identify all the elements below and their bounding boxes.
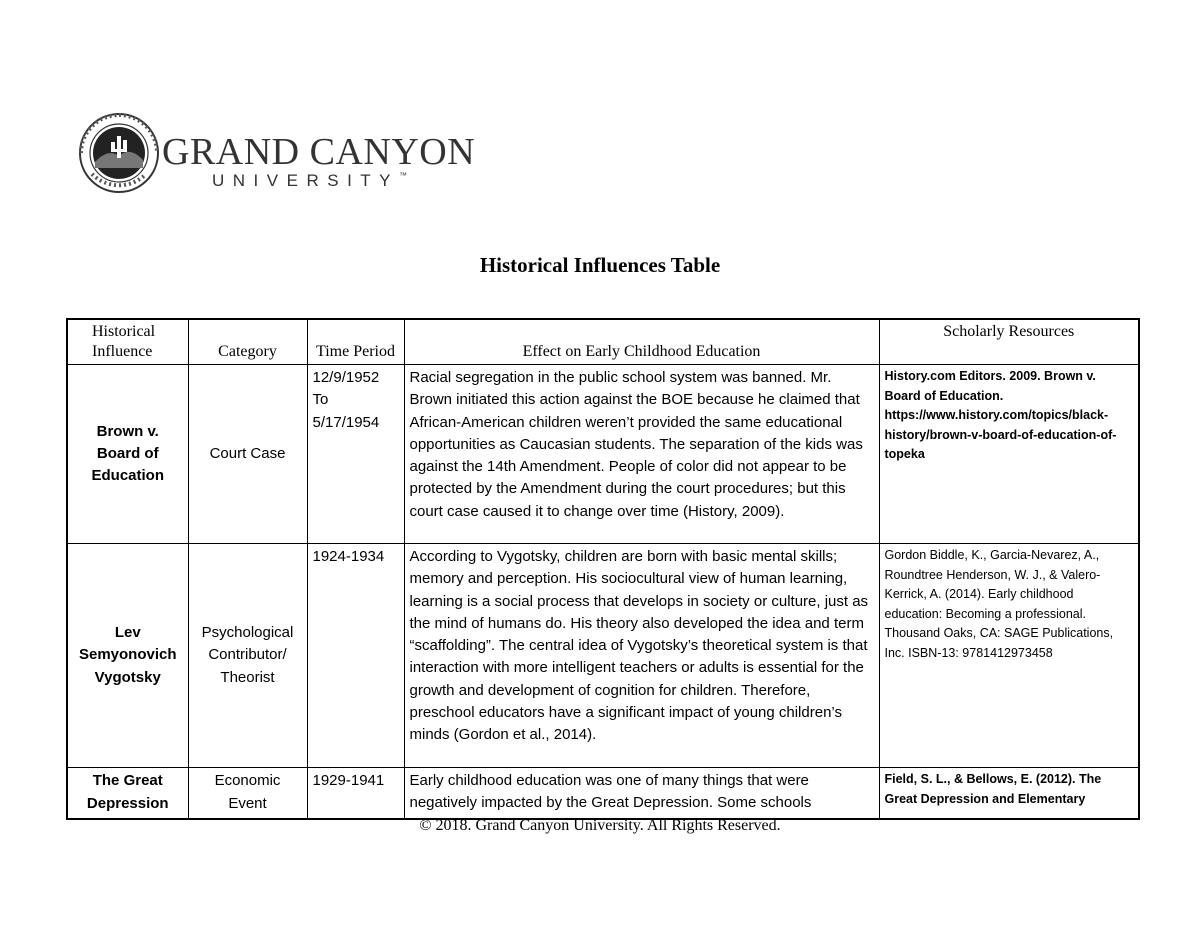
header-time-period: Time Period [307,319,404,365]
university-seal-icon [78,112,160,194]
table-header-row [67,319,1139,365]
influence-cell: Lev Semyonovich Vygotsky [67,544,188,768]
header-effect: Effect on Early Childhood Education [404,319,879,365]
effect-cell: Early childhood education was one of many things that were negatively impacted by the Great Depression. Some schools [404,768,879,819]
logo-subtitle [212,171,407,191]
header-category: Category [188,319,307,365]
influence-cell: The Great Depression [67,768,188,819]
table-row [67,365,1139,544]
influences-table [66,318,1140,820]
effect-cell: Racial segregation in the public school system was banned. Mr. Brown initiated this action against the BOE because he claimed that African-American children weren’t provided the same educational opportunities as Caucasian students. The separation of the kids was against the 14th Amendment. People of color did not appear to be protected by the Amendment during the court procedures; but this court case caused it to change over time (History, 2009). [404,365,879,544]
logo-wordmark: GRAND CANYON [162,131,476,173]
resources-cell: Gordon Biddle, K., Garcia-Nevarez, A., Roundtree Henderson, W. J., & Valero-Kerrick, A. (2014). Early childhood education: Becoming a professional. Thousand Oaks, CA: SAGE Publications, Inc. ISBN-13: 9781412973458 [879,544,1139,768]
header-resources: Scholarly Resources [879,319,1139,365]
time-period-cell: 1929-1941 [307,768,404,819]
category-cell: Court Case [188,365,307,544]
header-influence: Historical Influence [67,319,188,365]
influence-cell: Brown v. Board of Education [67,365,188,544]
category-cell: Psychological Contributor/ Theorist [188,544,307,768]
table-row [67,768,1139,819]
effect-cell: According to Vygotsky, children are born with basic mental skills; memory and perception. His sociocultural view of human learning, learning is a social process that develops in society or culture, just as the mind of humans do. His theory also developed the idea and term “scaffolding”. The central idea of Vygotsky’s theoretical system is that interaction with more intelligent teachers or adults is essential for the growth and development of cognition for children. Therefore, preschool educators have a significant impact of young children’s minds (Gordon et al., 2014). [404,544,879,768]
resources-cell: History.com Editors. 2009. Brown v. Board of Education. https://www.history.com/topics/black-history/brown-v-board-of-education-of-topeka [879,365,1139,544]
category-cell: Economic Event [188,768,307,819]
logo-subtitle-text: UNIVERSITY [212,171,400,190]
time-period-cell: 1924-1934 [307,544,404,768]
resources-cell: Field, S. L., & Bellows, E. (2012). The Great Depression and Elementary [879,768,1139,819]
university-logo [78,112,476,198]
time-period-cell: 12/9/1952 To 5/17/1954 [307,365,404,544]
page-title: Historical Influences Table [479,253,721,277]
trademark-symbol: ™ [399,171,408,180]
copyright-footer: © 2018. Grand Canyon University. All Rights Reserved. [419,817,781,834]
table-row [67,544,1139,768]
